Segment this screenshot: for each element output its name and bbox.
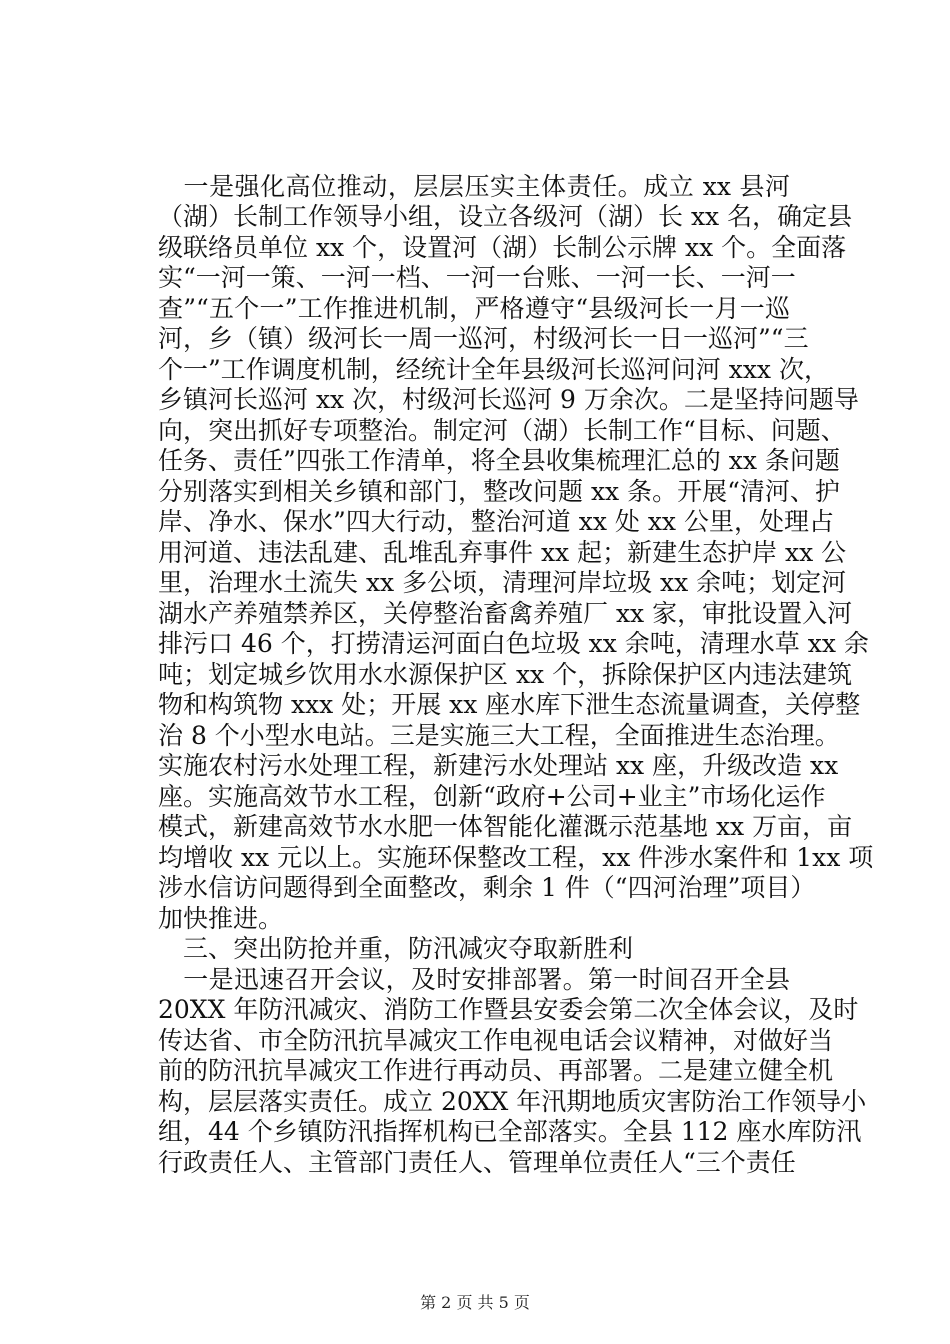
text-line: 传达省、市全防汛抗旱减灾工作电视电话会议精神，对做好当 <box>158 1026 834 1055</box>
text-line: 河，乡（镇）级河长一周一巡河，村级河长一日一巡河”“三 <box>158 324 809 353</box>
text-line: 20XX 年防汛减灾、消防工作暨县安委会第二次全体会议，及时 <box>158 995 859 1024</box>
page-number: 第 2 页 共 5 页 <box>420 1293 530 1312</box>
text-line: 一是迅速召开会议，及时安排部署。第一时间召开全县 <box>158 965 790 994</box>
text-line: 组，44 个乡镇防汛指挥机构已全部落实。全县 112 座水库防汛 <box>158 1117 862 1146</box>
text-line: 实施农村污水处理工程，新建污水处理站 xx 座，升级改造 xx <box>158 751 839 780</box>
text-line: 前的防汛抗旱减灾工作进行再动员、再部署。二是建立健全机 <box>158 1056 834 1085</box>
text-line: 任务、责任”四张工作清单，将全县收集梳理汇总的 xx 条问题 <box>158 446 840 475</box>
text-line: 查”“五个一”工作推进机制，严格遵守“县级河长一月一巡 <box>158 294 790 323</box>
text-line: 分别落实到相关乡镇和部门，整改问题 xx 条。开展“清河、护 <box>158 477 840 506</box>
text-line: 行政责任人、主管部门责任人、管理单位责任人“三个责任 <box>158 1148 796 1177</box>
text-line: 座。实施高效节水工程，创新“政府+公司+业主”市场化运作 <box>158 782 826 811</box>
text-line: （湖）长制工作领导小组，设立各级河（湖）长 xx 名，确定县 <box>158 202 853 231</box>
text-line: 一是强化高位推动，层层压实主体责任。成立 xx 县河 <box>158 172 790 201</box>
text-line: 向，突出抓好专项整治。制定河（湖）长制工作“目标、问题、 <box>158 416 846 445</box>
text-line: 里，治理水土流失 xx 多公顷，清理河岸垃圾 xx 余吨；划定河 <box>158 568 847 597</box>
text-line: 构，层层落实责任。成立 20XX 年汛期地质灾害防治工作领导小 <box>158 1087 867 1116</box>
text-line: 乡镇河长巡河 xx 次，村级河长巡河 9 万余次。二是坚持问题导 <box>158 385 859 414</box>
text-line: 级联络员单位 xx 个，设置河（湖）长制公示牌 xx 个。全面落 <box>158 233 847 262</box>
text-line: 均增收 xx 元以上。实施环保整改工程，xx 件涉水案件和 1xx 项 <box>158 843 874 872</box>
text-line: 加快推进。 <box>158 904 284 933</box>
text-line: 吨；划定城乡饮用水水源保护区 xx 个，拆除保护区内违法建筑 <box>158 660 853 689</box>
text-line: 模式，新建高效节水水肥一体智能化灌溉示范基地 xx 万亩，亩 <box>158 812 853 841</box>
text-line: 个一”工作调度机制，经统计全年县级河长巡河问河 xxx 次， <box>158 355 829 384</box>
section-heading: 三、突出防抢并重，防汛减灾夺取新胜利 <box>158 934 634 963</box>
text-line: 湖水产养殖禁养区，关停整治畜禽养殖厂 xx 家，审批设置入河 <box>158 599 853 628</box>
text-line: 排污口 46 个，打捞清运河面白色垃圾 xx 余吨，清理水草 xx 余 <box>158 629 869 658</box>
text-line: 实“一河一策、一河一档、一河一台账、一河一长、一河一 <box>158 263 796 292</box>
text-line: 岸、净水、保水”四大行动，整治河道 xx 处 xx 公里，处理占 <box>158 507 834 536</box>
text-line: 用河道、违法乱建、乱堆乱弃事件 xx 起；新建生态护岸 xx 公 <box>158 538 847 567</box>
text-line: 治 8 个小型水电站。三是实施三大工程，全面推进生态治理。 <box>158 721 840 750</box>
text-line: 物和构筑物 xxx 处；开展 xx 座水库下泄生态流量调查，关停整 <box>158 690 861 719</box>
text-line: 涉水信访问题得到全面整改，剩余 1 件（“四河治理”项目） <box>158 873 816 902</box>
